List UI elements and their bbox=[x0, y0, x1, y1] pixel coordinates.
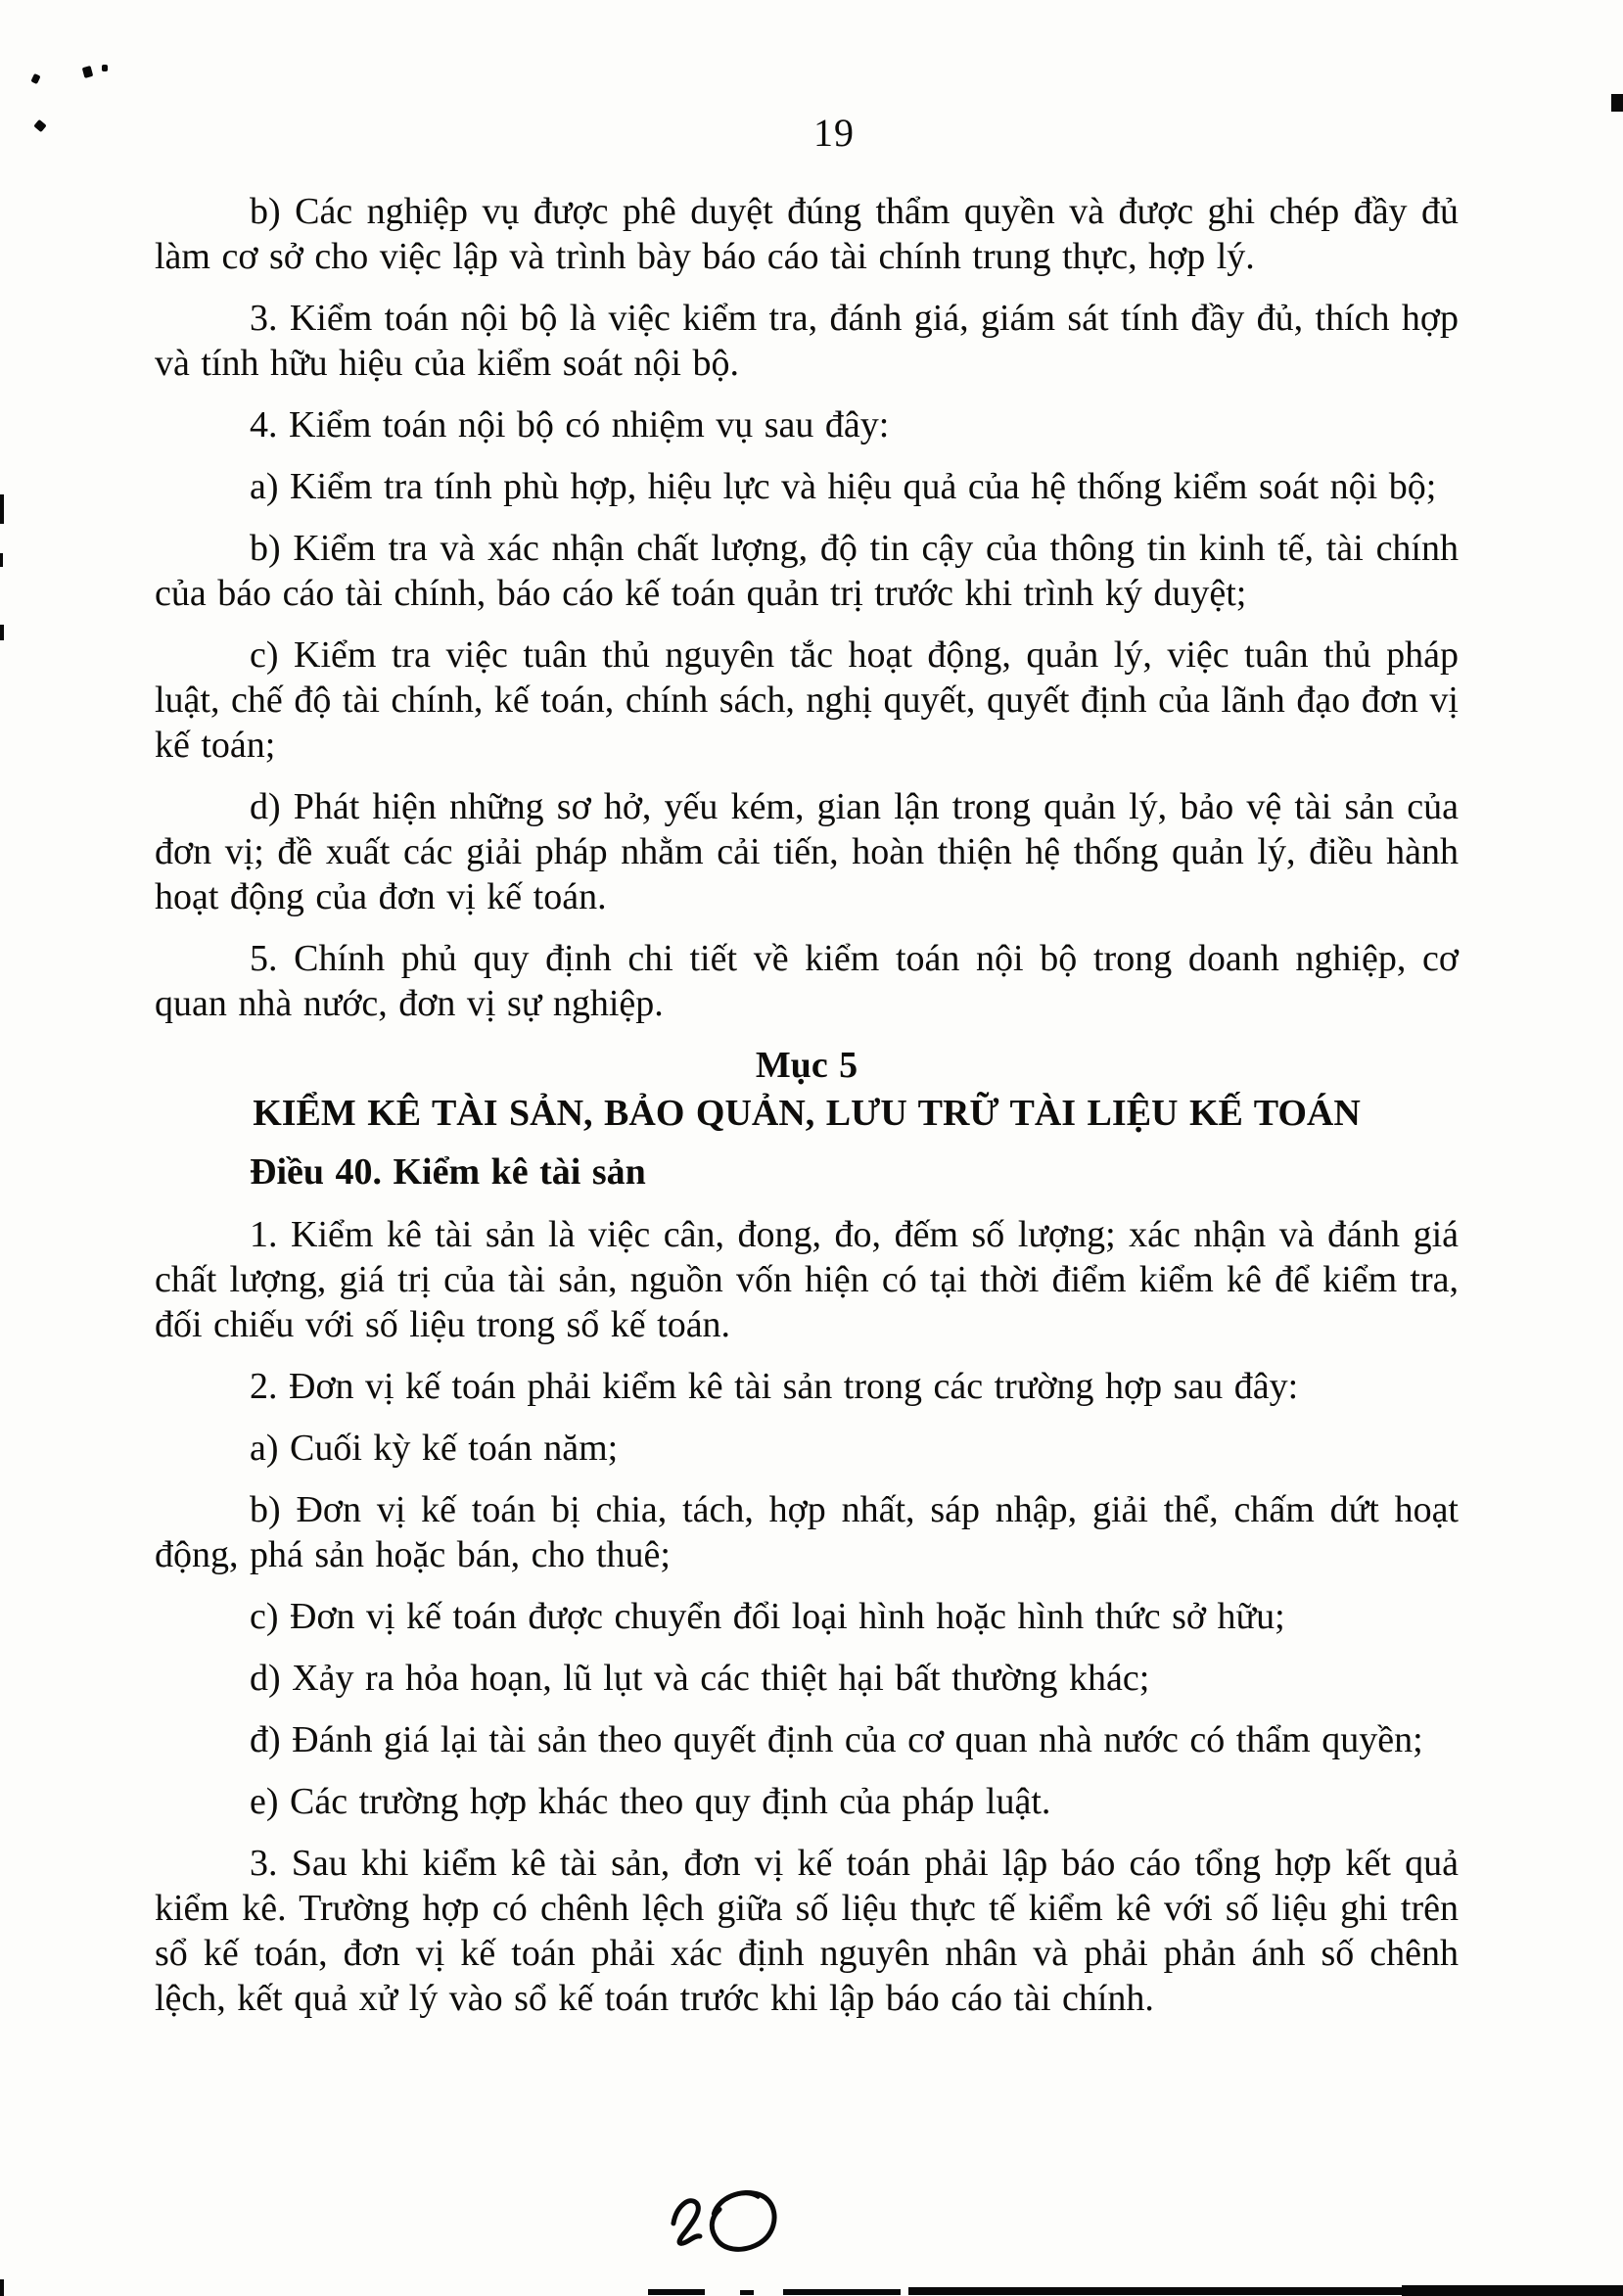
paragraph: 1. Kiểm kê tài sản là việc cân, đong, đo, đếm số lượng; xác nhận và đánh giá chất lượng, giá trị của tài sản, nguồn vốn hiện có tại thời điểm kiểm kê để kiểm tra, đối chiếu với số liệu trong sổ kế toán. bbox=[155, 1214, 1459, 1345]
paragraph: a) Cuối kỳ kế toán năm; bbox=[250, 1428, 619, 1469]
scan-edge-mark bbox=[0, 494, 4, 524]
paragraph: đ) Đánh giá lại tài sản theo quyết định của cơ quan nhà nước có thẩm quyền; bbox=[250, 1719, 1423, 1760]
paragraph: b) Các nghiệp vụ được phê duyệt đúng thẩm quyền và được ghi chép đầy đủ làm cơ sở cho việc lập và trình bày báo cáo tài chính trung thực, hợp lý. bbox=[155, 191, 1459, 277]
paragraph: 3. Kiểm toán nội bộ là việc kiểm tra, đánh giá, giám sát tính đầy đủ, thích hợp và tính hữu hiệu của kiểm soát nội bộ. bbox=[155, 298, 1459, 384]
paragraph: c) Kiểm tra việc tuân thủ nguyên tắc hoạt động, quản lý, việc tuân thủ pháp luật, chế độ tài chính, kế toán, chính sách, nghị quyết, quyết định của lãnh đạo đơn vị kế toán; bbox=[155, 634, 1459, 766]
paragraph: e) Các trường hợp khác theo quy định của pháp luật. bbox=[250, 1781, 1051, 1822]
scan-speck bbox=[30, 73, 40, 84]
paragraph: d) Phát hiện những sơ hở, yếu kém, gian lận trong quản lý, bảo vệ tài sản của đơn vị; đề xuất các giải pháp nhằm cải tiến, hoàn thiện hệ thống quản lý, điều hành hoạt động của đơn vị kế toán. bbox=[155, 786, 1459, 917]
scan-speck bbox=[102, 65, 108, 71]
scan-bottom-bar bbox=[740, 2290, 754, 2295]
page-number: 19 bbox=[813, 111, 855, 155]
paragraph: 4. Kiểm toán nội bộ có nhiệm vụ sau đây: bbox=[250, 404, 890, 445]
section-title: KIỂM KÊ TÀI SẢN, BẢO QUẢN, LƯU TRỮ TÀI LIỆU KẾ TOÁN bbox=[253, 1093, 1361, 1134]
handwritten-20-drawing bbox=[661, 2172, 794, 2273]
scan-edge-mark bbox=[0, 553, 3, 567]
article-title: Điều 40. Kiểm kê tài sản bbox=[250, 1151, 646, 1193]
scan-bottom-bar bbox=[783, 2289, 901, 2295]
section-label: Mục 5 bbox=[755, 1045, 858, 1086]
paragraph: 5. Chính phủ quy định chi tiết về kiểm toán nội bộ trong doanh nghiệp, cơ quan nhà nước, đơn vị sự nghiệp. bbox=[155, 938, 1459, 1024]
paragraph: 2. Đơn vị kế toán phải kiểm kê tài sản trong các trường hợp sau đây: bbox=[250, 1366, 1299, 1407]
document-body bbox=[0, 189, 1623, 2021]
scan-speck bbox=[1611, 94, 1623, 112]
scan-bottom-bar bbox=[648, 2289, 705, 2295]
paragraph: a) Kiểm tra tính phù hợp, hiệu lực và hiệu quả của hệ thống kiểm soát nội bộ; bbox=[250, 466, 1437, 507]
scan-edge-mark bbox=[0, 2279, 4, 2296]
scan-bottom-bar bbox=[1402, 2285, 1623, 2296]
paragraph: c) Đơn vị kế toán được chuyển đổi loại hình hoặc hình thức sở hữu; bbox=[250, 1596, 1285, 1637]
paragraph: 3. Sau khi kiểm kê tài sản, đơn vị kế toán phải lập báo cáo tổng hợp kết quả kiểm kê. Trường hợp có chênh lệch giữa số liệu thực tế kiểm kê với số liệu ghi trên sổ kế toán, đơn vị kế toán phải xác định nguyên nhân và phải phản ánh số chênh lệch, kết quả xử lý vào sổ kế toán trước khi lập báo cáo tài chính. bbox=[155, 1843, 1459, 2019]
scan-edge-mark bbox=[0, 625, 4, 640]
paragraph: d) Xảy ra hỏa hoạn, lũ lụt và các thiệt hại bất thường khác; bbox=[250, 1658, 1150, 1699]
paragraph: b) Kiểm tra và xác nhận chất lượng, độ tin cậy của thông tin kinh tế, tài chính của báo cáo tài chính, báo cáo kế toán quản trị trước khi trình ký duyệt; bbox=[155, 528, 1459, 614]
handwritten-page-note bbox=[661, 2172, 794, 2273]
paragraph: b) Đơn vị kế toán bị chia, tách, hợp nhất, sáp nhập, giải thể, chấm dứt hoạt động, phá sản hoặc bán, cho thuê; bbox=[155, 1489, 1459, 1575]
